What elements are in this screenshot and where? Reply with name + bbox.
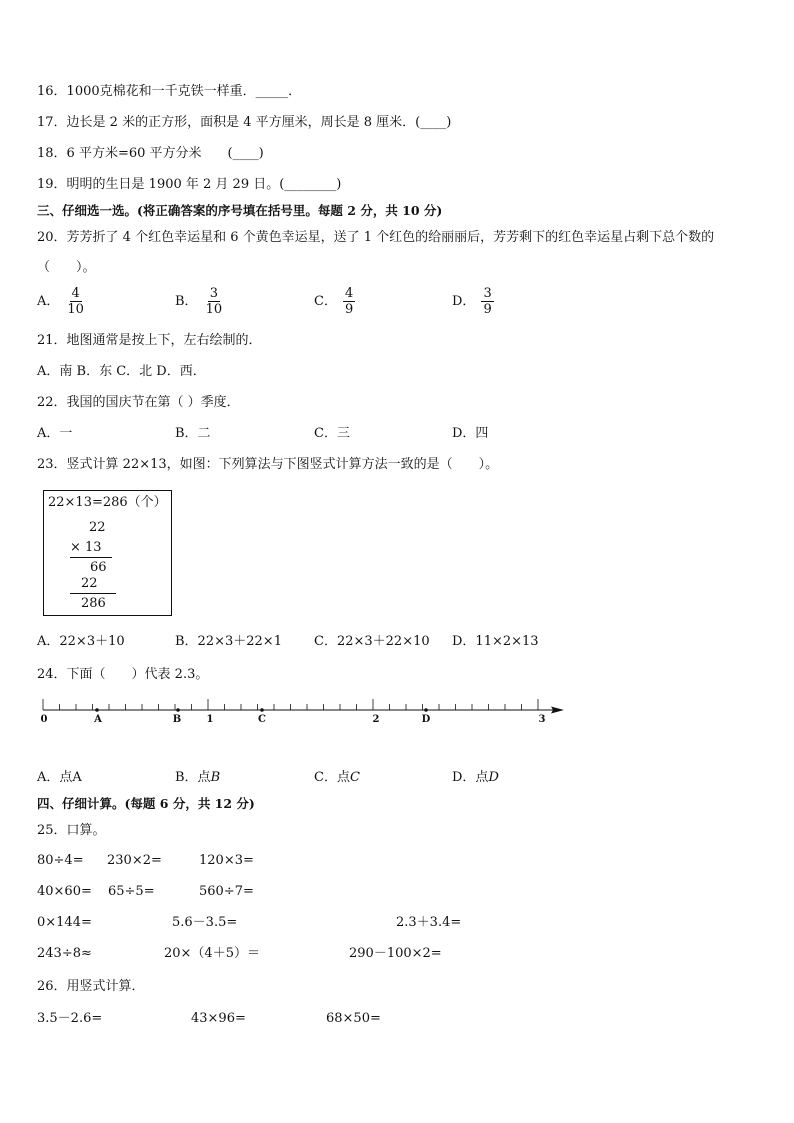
option-prefix: A．点 [37, 770, 73, 785]
calc-item: 243÷8≈ [37, 946, 92, 961]
point-letter: C [349, 770, 360, 785]
multiplicand: 22 [89, 520, 106, 535]
question-18: 18．6 平方米=60 平方分米 (____) [37, 146, 264, 161]
calc-item: 230×2= [107, 853, 162, 868]
q24-option-d [452, 770, 499, 786]
question-26: 26．用竖式计算． [37, 979, 145, 994]
q23-option-d: D．11×2×13 [452, 634, 539, 649]
denominator: 9 [344, 302, 354, 317]
point-a-dot [95, 708, 99, 712]
point-letter: B [210, 770, 221, 785]
number-line [0, 690, 794, 730]
vertical-calculation-box [43, 490, 172, 616]
calc-item: 2.3＋3.4= [396, 915, 462, 930]
number-line-ticks [43, 699, 538, 710]
calc-item: 43×96= [191, 1011, 246, 1026]
q20-option-d [452, 286, 494, 317]
option-label: C． [314, 294, 337, 309]
label-3: 3 [538, 714, 546, 725]
q20-option-a [37, 286, 86, 317]
calc-item: 68×50= [326, 1011, 381, 1026]
label-b: B [172, 714, 182, 725]
calc-item: 40×60= [37, 884, 92, 899]
option-prefix: C．点 [314, 770, 350, 785]
divider-line [70, 593, 116, 594]
label-c: C [258, 714, 266, 725]
denominator: 9 [483, 302, 492, 317]
calc-item: 120×3= [199, 853, 254, 868]
option-label: A． [37, 294, 60, 309]
point-letter: D [488, 770, 499, 785]
divider-line [70, 557, 112, 558]
product: 286 [81, 596, 106, 611]
question-25: 25．口算。 [37, 823, 106, 838]
fraction [65, 286, 86, 317]
q24-option-a [37, 770, 82, 786]
multiplier: × 13 [70, 540, 102, 555]
numerator: 3 [209, 286, 218, 301]
q24-option-b [175, 770, 220, 786]
calc-item: 20×（4＋5）＝ [164, 946, 260, 961]
calc-item: 560÷7= [199, 884, 254, 899]
q21-options: A．南 B．东 C．北 D．西． [37, 364, 206, 379]
numerator: 4 [344, 286, 354, 301]
point-d-dot [424, 708, 428, 712]
question-17: 17．边长是 2 米的正方形，面积是 4 平方厘米，周长是 8 厘米．(____) [37, 115, 452, 130]
fraction [343, 286, 355, 317]
q23-option-a: A．22×3＋10 [37, 634, 125, 649]
q22-option-d: D．四 [452, 426, 489, 441]
label-1: 1 [206, 714, 214, 725]
calc-item: 290－100×2= [349, 946, 442, 961]
question-21: 21．地图通常是按上下，左右绘制的． [37, 333, 262, 348]
denominator: 10 [205, 302, 223, 317]
q23-option-b: B．22×3＋22×1 [175, 634, 282, 649]
point-c-dot [260, 708, 264, 712]
numerator: 4 [71, 286, 80, 301]
fraction [204, 286, 225, 317]
question-20-blank: （ ）。 [37, 260, 96, 275]
question-23: 23．竖式计算 22×13，如图：下列算法与下图竖式计算方法一致的是（ ）。 [37, 457, 499, 472]
label-a: A [94, 714, 102, 725]
fraction [481, 286, 493, 317]
option-prefix: D．点 [452, 770, 489, 785]
question-22: 22．我国的国庆节在第（ ）季度． [37, 395, 240, 410]
label-d: D [421, 714, 431, 725]
question-16: 16．1000克棉花和一千克铁一样重．_____． [37, 84, 302, 99]
question-24: 24．下面（ ）代表 2.3。 [37, 667, 209, 682]
option-label: D． [452, 294, 476, 309]
q22-option-c: C．三 [314, 426, 350, 441]
q20-option-c [314, 286, 355, 317]
point-letter: A [72, 770, 82, 785]
calc-item: 0×144= [37, 915, 92, 930]
partial-product-2: 22 [81, 576, 98, 591]
section-4-heading: 四、仔细计算。(每题 6 分，共 12 分) [37, 796, 255, 811]
numerator: 3 [483, 286, 492, 301]
q22-option-b: B．二 [175, 426, 211, 441]
q23-option-c: C．22×3＋22×10 [314, 634, 430, 649]
calc-item: 65÷5= [108, 884, 155, 899]
calc-item: 3.5－2.6= [37, 1011, 103, 1026]
label-2: 2 [372, 714, 380, 725]
partial-product-1: 66 [90, 560, 107, 575]
question-20: 20．芳芳折了 4 个红色幸运星和 6 个黄色幸运星，送了 1 个红色的给丽丽后，芳芳剩下的红色幸运星占剩下总个数的 [37, 230, 715, 245]
calc-item: 5.6－3.5= [172, 915, 238, 930]
point-b-dot [176, 708, 180, 712]
option-label: B． [175, 294, 198, 309]
q22-option-a: A．一 [37, 426, 73, 441]
option-prefix: B．点 [175, 770, 211, 785]
box-title: 22×13=286（个） [48, 495, 167, 510]
question-19: 19．明明的生日是 1900 年 2 月 29 日。(________) [37, 177, 342, 192]
calc-item: 80÷4= [37, 853, 84, 868]
q20-option-b [175, 286, 224, 317]
label-0: 0 [40, 714, 48, 725]
section-3-heading: 三、仔细选一选。(将正确答案的序号填在括号里。每题 2 分，共 10 分) [37, 203, 443, 218]
denominator: 10 [67, 302, 84, 317]
q24-option-c [314, 770, 360, 786]
